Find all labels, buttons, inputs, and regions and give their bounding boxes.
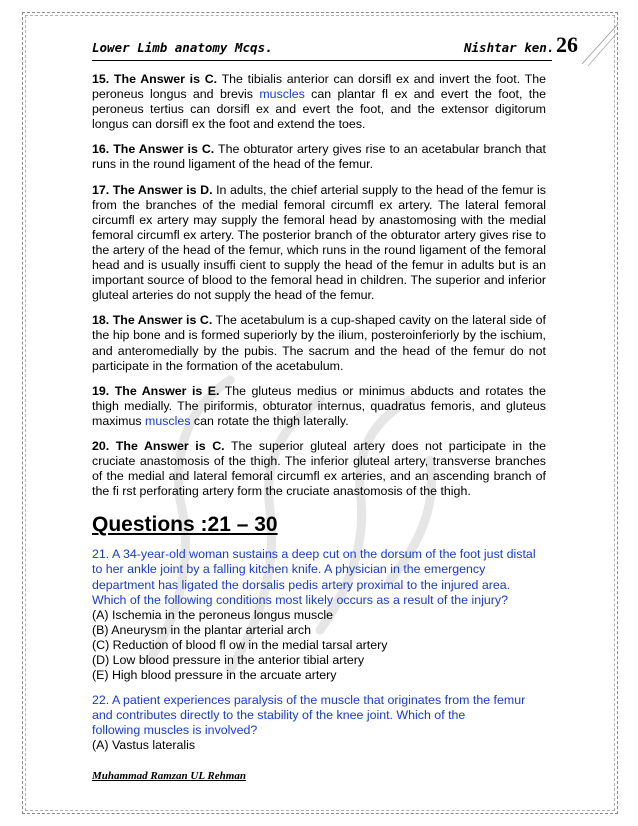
answer-text: The obturator artery gives rise to an acetabular branch that runs in the round ligament of the head of the femur.: [92, 142, 546, 172]
answer-text: The gluteus medius or minimus abducts and rotates the thigh medially. The piriformis, obturator internus, quadratus femoris, and gluteus maximus: [92, 383, 547, 428]
answer-label: 16. The Answer is C.: [92, 142, 215, 157]
question-line: to her ankle joint by a falling kitchen knife. A physician in the emergency: [92, 562, 486, 577]
answer-option: (A) Ischemia in the peroneus longus muscle: [92, 607, 334, 622]
answer-17: [92, 183, 546, 304]
answer-15: [92, 72, 546, 132]
answer-text: The acetabulum is a cup-shaped cavity on the lateral side of the hip bone and is formed superiorly by the ilium, posteroinferiorly by the ischium, and anteromedially by the pubis. The sacrum and the head of the femur do not participate in the formation of the acetabulum.: [92, 313, 546, 373]
answer-label: 19. The Answer is E.: [92, 383, 220, 398]
answer-text: can plantar fl ex and evert the foot, the peroneus tertius can dorsifl ex and evert the foot, and the extensor digitorum longus can dorsifl ex the foot and extend the toes.: [92, 87, 546, 132]
document-title: Lower Limb anatomy Mcqs.: [92, 40, 273, 55]
answer-text: can rotate the thigh laterally.: [190, 413, 349, 428]
header-rule: [92, 60, 552, 61]
footer-author: Muhammad Ramzan UL Rehman: [92, 770, 246, 782]
question-line: 21. A 34-year-old woman sustains a deep cut on the dorsum of the foot just distal: [92, 547, 536, 562]
question-line: 22. A patient experiences paralysis of the muscle that originates from the femur: [92, 693, 526, 708]
answer-19: [92, 384, 546, 429]
answer-option: (E) High blood pressure in the arcuate artery: [92, 668, 337, 683]
answer-option: (B) Aneurysm in the plantar arterial arch: [92, 622, 311, 637]
author-short: Nishtar ken.: [464, 40, 555, 55]
answer-text: In adults, the chief arterial supply to the head of the femur is from the branches of the medial femoral circumfl ex artery. The lateral femoral circumfl ex artery may supply the femoral head by anastomosing with the medial femoral circumfl ex artery. The posterior branch of the obturator artery gives rise to the artery of the head of the femur, which runs in the round ligament of the femoral head and is usually insuffi cient to supply the head of the femur in adults but is an important source of blood to the femoral head in children. The superior and inferior gluteal arteries do not supply the head of the femur.: [92, 182, 547, 303]
answer-text: The superior gluteal artery does not participate in the cruciate anastomosis of the thigh. The inferior gluteal artery, transverse branches of the medial and lateral femoral circumfl ex arteries, and an ascending branch of the fi rst perforating artery form the cruciate anastomosis of the thigh.: [92, 438, 546, 499]
answer-label: 17. The Answer is D.: [92, 182, 213, 197]
page-content: [92, 72, 546, 764]
question-line: department has ligated the dorsalis pedis artery proximal to the injured area.: [92, 577, 511, 592]
section-heading: Questions :21 – 30: [92, 513, 278, 537]
answer-option: (C) Reduction of blood fl ow in the medial tarsal artery: [92, 637, 388, 652]
question-22: [92, 693, 546, 753]
answer-16: [92, 142, 546, 172]
question-21: [92, 547, 546, 683]
answer-option: (A) Vastus lateralis: [92, 738, 196, 753]
answer-18: [92, 313, 546, 373]
answer-option: (D) Low blood pressure in the anterior tibial artery: [92, 653, 365, 667]
question-line: and contributes directly to the stability of the knee joint. Which of the: [92, 708, 466, 723]
page-header: [92, 32, 592, 60]
answer-text: The tibialis anterior can dorsifl ex and invert the foot. The peroneus longus and brevis: [92, 72, 546, 102]
keyword-link[interactable]: muscles: [145, 413, 191, 428]
answer-label: 20. The Answer is C.: [92, 438, 225, 453]
question-line: Which of the following conditions most likely occurs as a result of the injury?: [92, 592, 508, 607]
page-number: 26: [556, 32, 578, 57]
answer-label: 15. The Answer is C.: [92, 72, 218, 86]
answer-20: [92, 439, 546, 499]
question-line: following muscles is involved?: [92, 723, 258, 738]
answer-label: 18. The Answer is C.: [92, 313, 213, 328]
keyword-link[interactable]: muscles: [259, 87, 305, 102]
